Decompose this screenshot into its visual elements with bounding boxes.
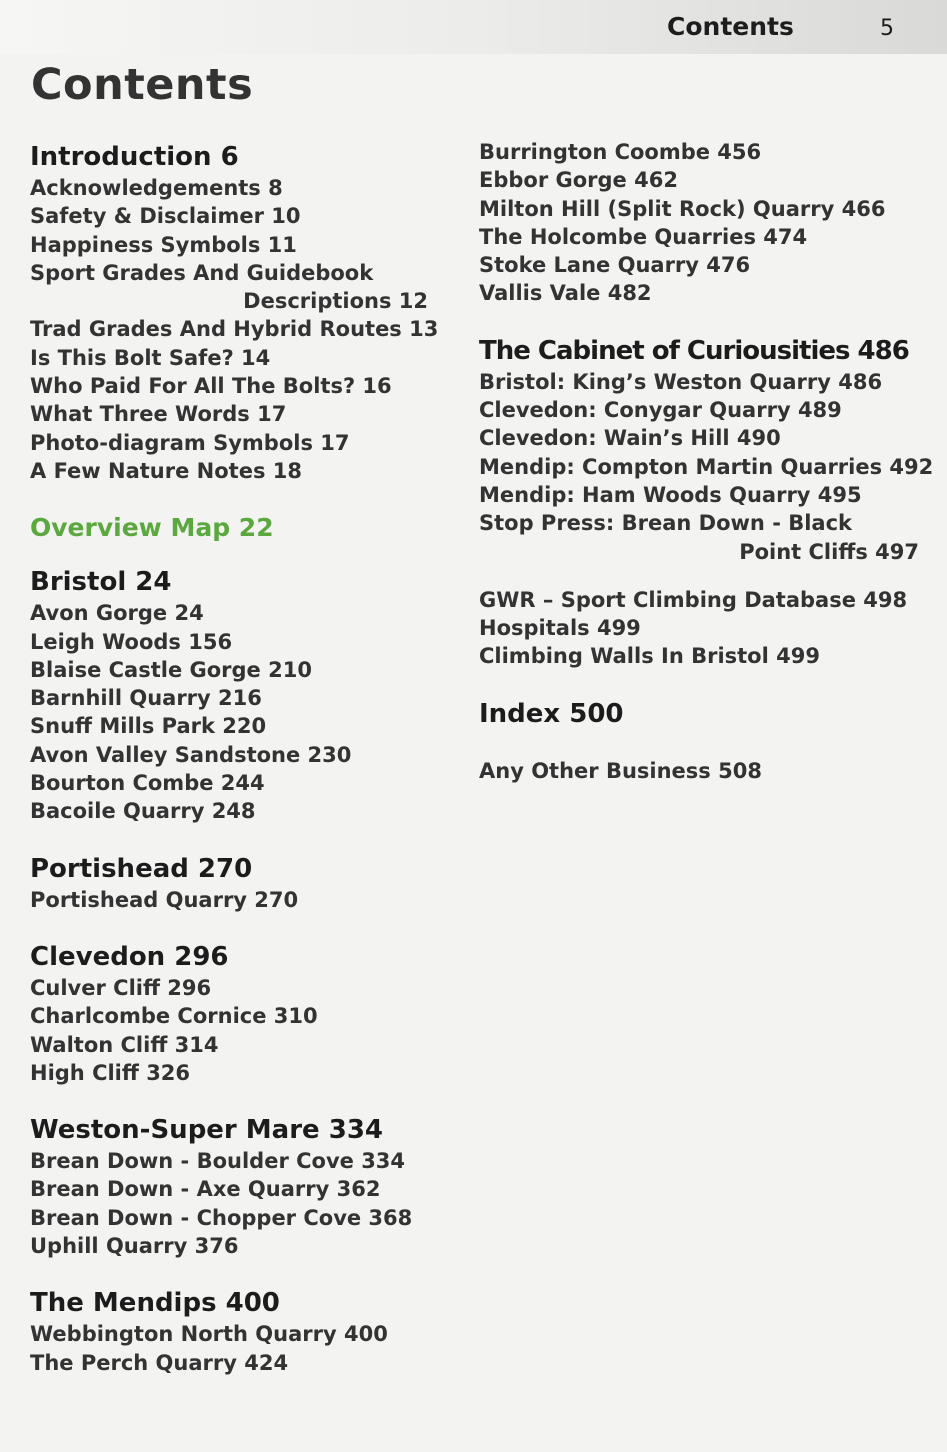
toc-entry: GWR – Sport Climbing Database 498 [479,587,908,612]
page-number: 5 [880,16,894,41]
toc-heading: Weston-Super Mare 334 [30,1115,384,1146]
toc-entry: The Perch Quarry 424 [30,1350,289,1375]
toc-section-mendips-continued [479,138,919,308]
toc-entry: What Three Words 17 [30,402,287,427]
toc-entry: Is This Bolt Safe? 14 [30,345,271,370]
toc-heading: Clevedon 296 [30,941,229,972]
toc-entry: Mendip: Ham Woods Quarry 495 [479,482,862,507]
toc-entry: Milton Hill (Split Rock) Quarry 466 [479,196,886,221]
toc-entry: Descriptions 12 [243,289,428,314]
toc-entry: Who Paid For All The Bolts? 16 [30,374,392,399]
toc-entry: Photo-diagram Symbols 17 [30,430,350,455]
toc-heading: Portishead 270 [30,853,253,884]
toc-entry: Acknowledgements 8 [30,176,283,200]
toc-entry: Mendip: Compton Martin Quarries 492 [479,454,934,479]
toc-entry: Snuff Mills Park 220 [30,714,267,739]
toc-entry: Portishead Quarry 270 [30,887,299,912]
toc-section-weston [30,1113,450,1260]
toc-section-curiosities [479,334,934,566]
toc-heading-overview-map: Overview Map 22 [30,513,274,543]
toc-entry: Happiness Symbols 11 [30,232,297,257]
toc-entry: Webbington North Quarry 400 [30,1322,388,1347]
toc-entry: Any Other Business 508 [479,758,762,783]
toc-entry: Trad Grades And Hybrid Routes 13 [30,317,439,342]
toc-entry: Hospitals 499 [479,616,641,641]
toc-heading: The Mendips 400 [30,1288,280,1319]
toc-section-clevedon [30,940,450,1087]
toc-section-overview-map [30,511,450,545]
toc-entry: Brean Down - Chopper Cove 368 [30,1205,413,1230]
toc-entry: Barnhill Quarry 216 [30,686,262,711]
toc-entry: Stop Press: Brean Down - Black [479,511,853,536]
toc-section-aob [479,757,919,785]
toc-heading: The Cabinet of Curiousities 486 [479,335,909,366]
page-title: Contents [31,60,254,110]
page-header-band [0,0,947,54]
toc-entry: Safety & Disclaimer 10 [30,204,301,229]
toc-entry: Bristol: King’s Weston Quarry 486 [479,369,883,394]
toc-entry: Clevedon: Wain’s Hill 490 [479,426,781,451]
toc-entry: Burrington Coombe 456 [479,140,762,164]
toc-right-column [479,138,934,785]
toc-entry: Clevedon: Conygar Quarry 489 [479,398,842,423]
toc-heading: Index 500 [479,698,624,729]
toc-entry: Avon Gorge 24 [30,601,204,626]
toc-entry: Bacoile Quarry 248 [30,799,256,824]
toc-entry: Vallis Vale 482 [479,281,652,306]
toc-entry: Climbing Walls In Bristol 499 [479,644,820,669]
toc-section-mendips [30,1286,450,1377]
toc-section-extras [479,586,919,671]
toc-entry: Brean Down - Axe Quarry 362 [30,1177,381,1202]
toc-entry: Leigh Woods 156 [30,629,233,654]
toc-entry: The Holcombe Quarries 474 [479,224,808,249]
toc-section-bristol [30,565,450,825]
toc-section-portishead [30,852,450,914]
toc-entry: Bourton Combe 244 [30,771,265,796]
toc-section-index [479,697,919,731]
toc-entry: A Few Nature Notes 18 [30,458,302,483]
toc-entry: High Cliff 326 [30,1060,191,1085]
toc-entry: Culver Cliff 296 [30,975,212,1000]
toc-entry: Blaise Castle Gorge 210 [30,657,312,682]
toc-entry: Walton Cliff 314 [30,1032,219,1057]
toc-entry: Stoke Lane Quarry 476 [479,253,751,278]
toc-heading: Bristol 24 [30,567,172,598]
toc-entry: Avon Valley Sandstone 230 [30,742,352,767]
toc-entry: Point Cliffs 497 [739,539,919,564]
toc-heading: Introduction 6 [30,142,239,172]
toc-left-column [30,140,450,1377]
toc-entry: Uphill Quarry 376 [30,1234,239,1259]
toc-entry: Ebbor Gorge 462 [479,168,678,193]
toc-entry: Brean Down - Boulder Cove 334 [30,1149,406,1174]
toc-section-introduction [30,140,450,485]
running-title: Contents [667,12,794,41]
toc-entry: Sport Grades And Guidebook [30,260,374,285]
toc-entry: Charlcombe Cornice 310 [30,1004,318,1029]
